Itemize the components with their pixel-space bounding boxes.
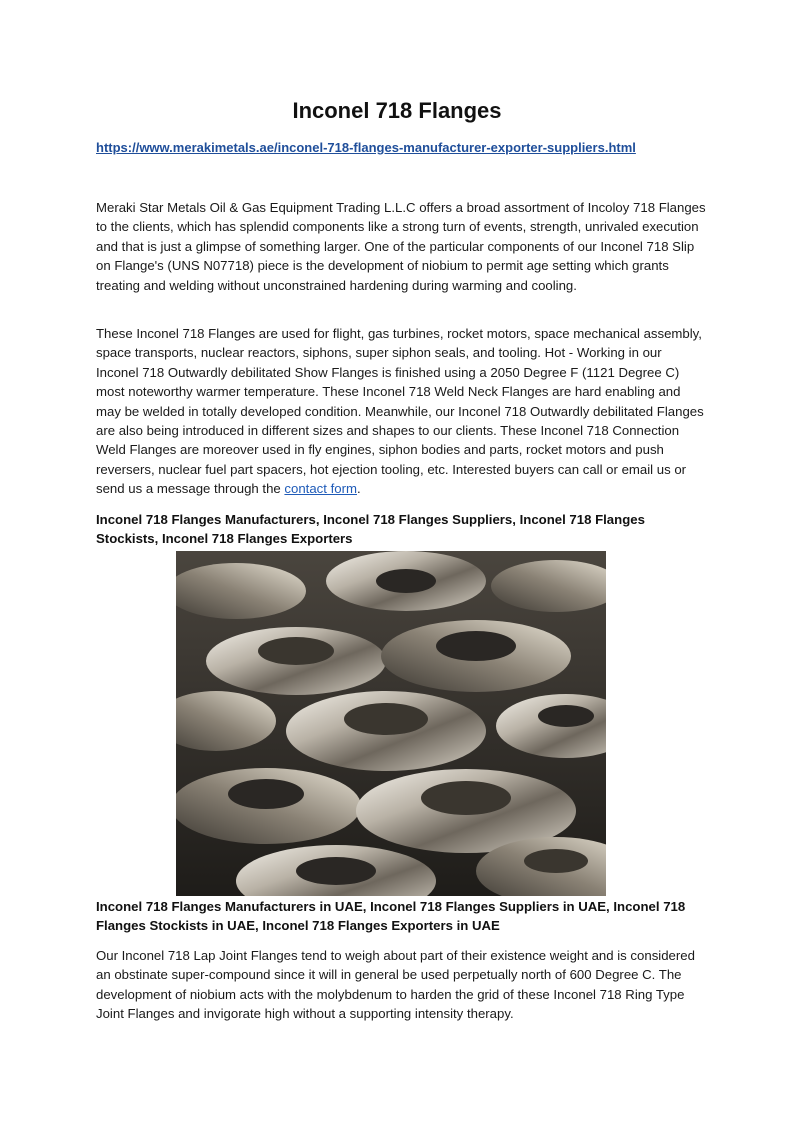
section-heading-uae: Inconel 718 Flanges Manufacturers in UAE, Inconel 718 Flanges Suppliers in UAE, Inconel 718 Flanges Stockists in UAE, Inconel 718 Flanges Exporters in UAE [96, 899, 686, 934]
applications-paragraph-end: . [356, 481, 361, 497]
flanges-photo [176, 551, 606, 896]
lap-joint-paragraph: Our Inconel 718 Lap Joint Flanges tend to weigh about part of their existence weight and is considered an obstinate super-compound since it will in general be used perpetually north of 600 Degree C. The development of niobium acts with the molybdenum to harden the grid of these Inconel 718 Ring Type Joint Flanges and invigorate high without a supporting intensity therapy. [96, 948, 695, 1022]
document-title: Inconel 718 Flanges [292, 98, 502, 123]
section-heading-general: Inconel 718 Flanges Manufacturers, Inconel 718 Flanges Suppliers, Inconel 718 Flanges Stockists, Inconel 718 Flanges Exporters [96, 512, 645, 547]
contact-form-link[interactable]: contact form [284, 481, 357, 497]
applications-paragraph-text: These Inconel 718 Flanges are used for flight, gas turbines, rocket motors, space mechanical assembly, space transports, nuclear reactors, siphons, super siphon seals, and tooling. Hot - Working in our Inconel 718 Outwardly debilitated Show Flanges is finished using a 2050 Degree F (1121 Degree C) most noteworthy warmer temperature. These Inconel 718 Weld Neck Flanges are hard enabling and may be welded in totally developed condition. Meanwhile, our Inconel 718 Outwardly debilitated Flanges are also being introduced in different sizes and shapes to our clients. These Inconel 718 Connection Weld Flanges are moreover used in fly engines, siphon bodies and parts, rocket motors and push reversers, nuclear fuel part spacers, hot ejection tooling, etc. Interested buyers can call or email us or send us a message through the [96, 326, 704, 497]
applications-paragraph [96, 324, 706, 499]
source-url-link[interactable]: https://www.merakimetals.ae/inconel-718-flanges-manufacturer-exporter-suppliers.html [96, 140, 636, 155]
intro-paragraph: Meraki Star Metals Oil & Gas Equipment Trading L.L.C offers a broad assortment of Incoloy 718 Flanges to the clients, which has splendid components like a strong turn of events, strength, unrivaled execution and that is just a glimpse of something larger. One of the particular components of our Inconel 718 Slip on Flange's (UNS N07718) piece is the development of niobium to permit age setting which grants treating and welding without unconstrained hardening during warming and cooling. [96, 200, 706, 293]
